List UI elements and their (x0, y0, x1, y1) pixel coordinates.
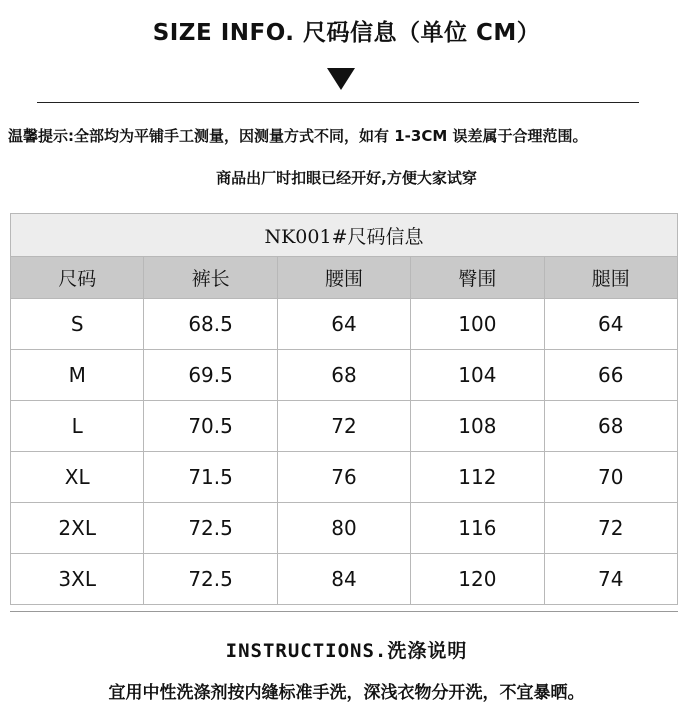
cell-size: L (11, 401, 144, 452)
buttonhole-notice: 商品出厂时扣眼已经开好,方便大家试穿 (216, 169, 477, 187)
cell-thigh: 70 (544, 452, 677, 503)
instructions-title: INSTRUCTIONS.洗涤说明 (225, 640, 468, 662)
table-row (11, 401, 678, 452)
cell-waist: 80 (277, 503, 410, 554)
cell-size: S (11, 299, 144, 350)
table-row (11, 299, 678, 350)
table-caption-row (11, 214, 678, 257)
cell-waist: 68 (277, 350, 410, 401)
column-header-size: 尺码 (11, 257, 144, 299)
cell-thigh: 74 (544, 554, 677, 605)
cell-size: M (11, 350, 144, 401)
cell-thigh: 66 (544, 350, 677, 401)
cell-waist: 64 (277, 299, 410, 350)
cell-length: 70.5 (144, 401, 277, 452)
instructions-text: 宜用中性洗涤剂按内缝标准手洗，深浅衣物分开洗，不宜暴晒。 (108, 683, 585, 703)
cell-waist: 72 (277, 401, 410, 452)
cell-hip: 104 (411, 350, 544, 401)
measurement-notice: 温馨提示:全部均为平铺手工测量，因测量方式不同，如有 1-3CM 误差属于合理范围。 (8, 127, 588, 145)
cell-size: 2XL (11, 503, 144, 554)
down-triangle-icon (327, 68, 355, 90)
column-header-length: 裤长 (144, 257, 277, 299)
cell-waist: 84 (277, 554, 410, 605)
table-header-row (11, 257, 678, 299)
page-title: SIZE INFO. 尺码信息（单位 CM） (152, 20, 541, 46)
cell-waist: 76 (277, 452, 410, 503)
cell-length: 71.5 (144, 452, 277, 503)
size-table (10, 213, 678, 605)
cell-size: XL (11, 452, 144, 503)
table-row (11, 554, 678, 605)
cell-length: 72.5 (144, 503, 277, 554)
column-header-thigh: 腿围 (544, 257, 677, 299)
table-row (11, 452, 678, 503)
cell-thigh: 68 (544, 401, 677, 452)
cell-size: 3XL (11, 554, 144, 605)
cell-thigh: 72 (544, 503, 677, 554)
cell-hip: 116 (411, 503, 544, 554)
cell-hip: 108 (411, 401, 544, 452)
cell-length: 69.5 (144, 350, 277, 401)
column-header-hip: 臀围 (411, 257, 544, 299)
cell-length: 68.5 (144, 299, 277, 350)
cell-length: 72.5 (144, 554, 277, 605)
divider (37, 102, 639, 103)
cell-hip: 100 (411, 299, 544, 350)
divider (10, 611, 678, 612)
table-row (11, 350, 678, 401)
column-header-waist: 腰围 (277, 257, 410, 299)
table-caption: NK001#尺码信息 (11, 214, 678, 257)
cell-hip: 120 (411, 554, 544, 605)
cell-thigh: 64 (544, 299, 677, 350)
cell-hip: 112 (411, 452, 544, 503)
table-row (11, 503, 678, 554)
